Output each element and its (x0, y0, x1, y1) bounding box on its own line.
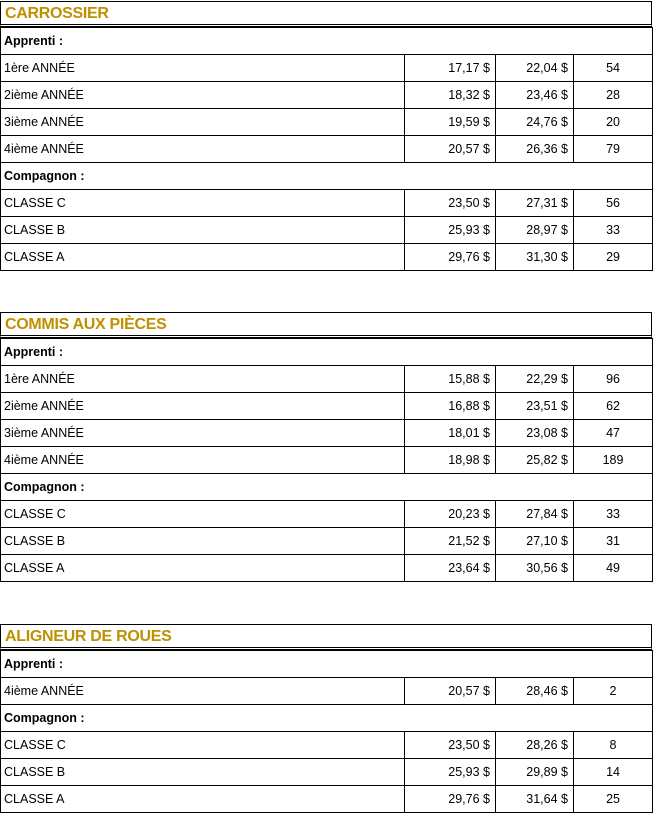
table-row (1, 528, 653, 555)
table-row (1, 82, 653, 109)
rate-max-cell: 26,36 $ (496, 136, 574, 163)
count-cell: 33 (574, 217, 653, 244)
trade-section (0, 312, 652, 582)
table-row (1, 217, 653, 244)
group-header-row (1, 651, 653, 678)
section-title-row (0, 312, 652, 338)
table-row (1, 109, 653, 136)
rate-min-cell: 20,23 $ (405, 501, 496, 528)
rate-min-cell: 16,88 $ (405, 393, 496, 420)
count-cell: 8 (574, 732, 653, 759)
rate-max-cell: 22,04 $ (496, 55, 574, 82)
table-row (1, 244, 653, 271)
rate-max-cell: 28,46 $ (496, 678, 574, 705)
count-cell: 31 (574, 528, 653, 555)
level-cell: 1ère ANNÉE (1, 366, 405, 393)
group-label: Compagnon : (1, 163, 653, 190)
group-label: Apprenti : (1, 339, 653, 366)
rate-max-cell: 30,56 $ (496, 555, 574, 582)
rate-max-cell: 29,89 $ (496, 759, 574, 786)
group-label: Compagnon : (1, 705, 653, 732)
level-cell: CLASSE B (1, 759, 405, 786)
rate-max-cell: 22,29 $ (496, 366, 574, 393)
level-cell: CLASSE A (1, 244, 405, 271)
group-header-row (1, 339, 653, 366)
table-row (1, 786, 653, 813)
table-row (1, 136, 653, 163)
count-cell: 96 (574, 366, 653, 393)
group-label: Apprenti : (1, 651, 653, 678)
level-cell: CLASSE C (1, 190, 405, 217)
section-title: COMMIS AUX PIÈCES (5, 316, 167, 333)
count-cell: 25 (574, 786, 653, 813)
count-cell: 28 (574, 82, 653, 109)
count-cell: 20 (574, 109, 653, 136)
rate-min-cell: 19,59 $ (405, 109, 496, 136)
rate-min-cell: 15,88 $ (405, 366, 496, 393)
table-row (1, 393, 653, 420)
rate-max-cell: 27,84 $ (496, 501, 574, 528)
count-cell: 62 (574, 393, 653, 420)
count-cell: 49 (574, 555, 653, 582)
rate-min-cell: 20,57 $ (405, 136, 496, 163)
level-cell: CLASSE C (1, 501, 405, 528)
level-cell: CLASSE B (1, 217, 405, 244)
count-cell: 33 (574, 501, 653, 528)
table-row (1, 190, 653, 217)
rate-min-cell: 25,93 $ (405, 759, 496, 786)
rate-min-cell: 20,57 $ (405, 678, 496, 705)
rate-max-cell: 25,82 $ (496, 447, 574, 474)
table-row (1, 55, 653, 82)
count-cell: 56 (574, 190, 653, 217)
rate-min-cell: 23,50 $ (405, 732, 496, 759)
rate-min-cell: 25,93 $ (405, 217, 496, 244)
level-cell: 4ième ANNÉE (1, 136, 405, 163)
level-cell: CLASSE B (1, 528, 405, 555)
rate-min-cell: 23,50 $ (405, 190, 496, 217)
rate-min-cell: 18,32 $ (405, 82, 496, 109)
rate-min-cell: 17,17 $ (405, 55, 496, 82)
group-header-row (1, 163, 653, 190)
level-cell: 1ère ANNÉE (1, 55, 405, 82)
trade-section (0, 1, 652, 271)
level-cell: CLASSE A (1, 786, 405, 813)
rate-max-cell: 28,97 $ (496, 217, 574, 244)
group-label: Compagnon : (1, 474, 653, 501)
rate-min-cell: 29,76 $ (405, 244, 496, 271)
wage-table (0, 27, 653, 271)
rate-min-cell: 18,98 $ (405, 447, 496, 474)
section-title-row (0, 624, 652, 650)
table-row (1, 732, 653, 759)
group-header-row (1, 705, 653, 732)
level-cell: 2ième ANNÉE (1, 393, 405, 420)
rate-max-cell: 27,31 $ (496, 190, 574, 217)
table-row (1, 555, 653, 582)
level-cell: 2ième ANNÉE (1, 82, 405, 109)
rate-max-cell: 23,51 $ (496, 393, 574, 420)
level-cell: CLASSE C (1, 732, 405, 759)
group-header-row (1, 474, 653, 501)
count-cell: 2 (574, 678, 653, 705)
rate-max-cell: 27,10 $ (496, 528, 574, 555)
group-label: Apprenti : (1, 28, 653, 55)
rate-max-cell: 23,08 $ (496, 420, 574, 447)
level-cell: 3ième ANNÉE (1, 420, 405, 447)
count-cell: 47 (574, 420, 653, 447)
count-cell: 14 (574, 759, 653, 786)
table-row (1, 420, 653, 447)
level-cell: 4ième ANNÉE (1, 678, 405, 705)
rate-min-cell: 18,01 $ (405, 420, 496, 447)
rate-min-cell: 23,64 $ (405, 555, 496, 582)
table-row (1, 366, 653, 393)
section-title-row (0, 1, 652, 27)
level-cell: CLASSE A (1, 555, 405, 582)
count-cell: 79 (574, 136, 653, 163)
section-title: ALIGNEUR DE ROUES (5, 628, 172, 645)
count-cell: 189 (574, 447, 653, 474)
wage-table (0, 650, 653, 813)
table-row (1, 447, 653, 474)
rate-min-cell: 29,76 $ (405, 786, 496, 813)
rate-max-cell: 28,26 $ (496, 732, 574, 759)
table-row (1, 678, 653, 705)
table-row (1, 759, 653, 786)
count-cell: 54 (574, 55, 653, 82)
section-title: CARROSSIER (5, 5, 109, 22)
table-row (1, 501, 653, 528)
trade-section (0, 624, 652, 813)
level-cell: 3ième ANNÉE (1, 109, 405, 136)
rate-max-cell: 24,76 $ (496, 109, 574, 136)
level-cell: 4ième ANNÉE (1, 447, 405, 474)
group-header-row (1, 28, 653, 55)
rate-max-cell: 23,46 $ (496, 82, 574, 109)
wage-table (0, 338, 653, 582)
rate-max-cell: 31,30 $ (496, 244, 574, 271)
rate-max-cell: 31,64 $ (496, 786, 574, 813)
count-cell: 29 (574, 244, 653, 271)
rate-min-cell: 21,52 $ (405, 528, 496, 555)
